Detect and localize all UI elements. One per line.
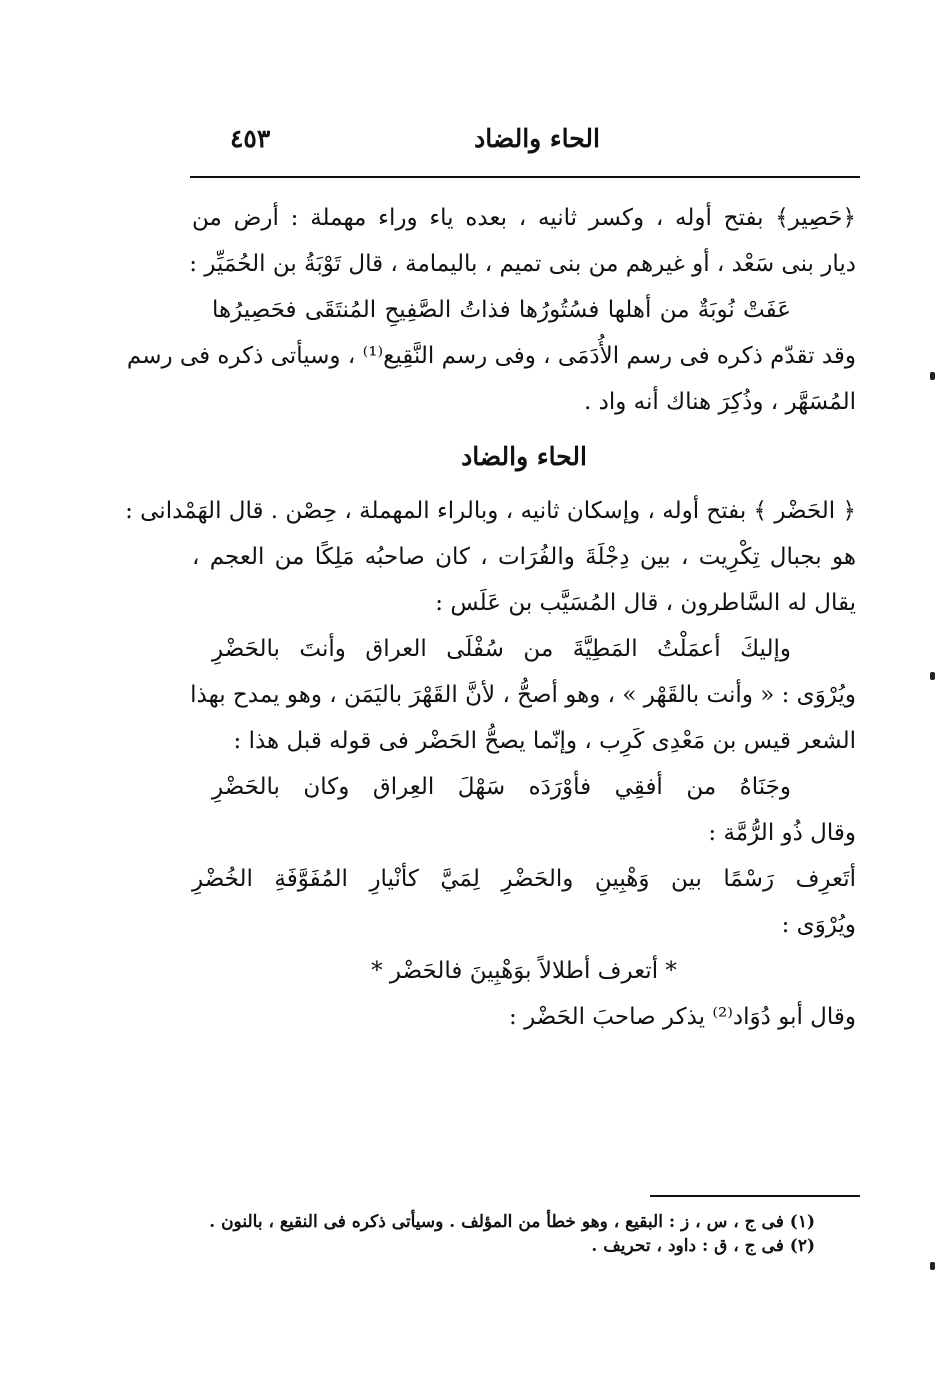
section-title: الحاء والضاد — [461, 442, 587, 471]
page-number: ٤٥٣ — [230, 124, 271, 153]
running-header — [190, 122, 860, 166]
entry-hasir-line: وقد تقدّم ذكره فى رسم الأُدَمَى ، وفى رسم النَّقِيع⁽¹⁾ ، وسيأتى ذكره فى رسم — [126, 343, 856, 369]
scan-mark — [930, 672, 935, 680]
footnote-2: (٢) فى ج ، ق : داود ، تحريف . — [591, 1236, 815, 1256]
entry-hadr-line: يقال له السَّاطرون ، قال المُسَيَّب بن عَلَس : — [435, 590, 856, 616]
entry-hadr-line: الشعر قيس بن مَعْدِى كَرِب ، وإنّما يصحُّ الحَضْر فى قوله قبل هذا : — [233, 728, 856, 754]
entry-hadr-line: ﴿ الحَضْر ﴾ بفتح أوله ، وإسكان ثانيه ، وبالراء المهملة ، حِصْن . قال الهَمْدانى : — [125, 498, 856, 524]
verse-line: أتَعرِف رَسْمًا بين وَهْبِينِ والحَضْرِ لِمَيَّ كأنْيارِ المُفَوَّفَةِ الخُضْرِ — [192, 866, 856, 892]
footnote-rule — [650, 1195, 860, 1197]
main-text — [125, 200, 856, 1045]
verse-line: * أتعرف أطلالاً بوَهْبِينَ فالحَضْر * — [371, 958, 677, 984]
verse-line: وجَنَاهُ من أفقِي فأوْرَدَه سَهْلَ العِراق وكان بالحَضْرِ — [212, 774, 791, 800]
entry-hadr-line: وقال ذُو الرُّمَّة : — [708, 820, 856, 846]
entry-hasir-line: ديار بنى سَعْد ، أو غيرهم من بنى تميم ، باليمامة ، قال تَوْبَةُ بن الحُمَيِّر : — [189, 251, 856, 277]
header-title: الحاء والضاد — [474, 124, 600, 153]
entry-hasir-line: المُسَهَّر ، وذُكِرَ هناك أنه واد . — [584, 389, 856, 415]
entry-hadr-line: وقال أبو دُوَاد⁽²⁾ يذكر صاحبَ الحَضْر : — [509, 1004, 856, 1030]
footnote-1: (١) فى ج ، س ، ز : البقيع ، وهو خطأ من المؤلف . وسيأتى ذكره فى النقيع ، بالنون . — [209, 1212, 815, 1232]
verse-line: وإليكَ أعمَلْتُ المَطِيَّةَ من سُفْلَى العراق وأنتَ بالحَضْرِ — [212, 636, 791, 662]
verse-line: عَفَتْ نُوبَةٌ من أهلها فسُتُورُها فذاتُ الصَّفِيحِ المُنتَقَى فحَصِيرُها — [212, 297, 791, 323]
entry-hadr-line: هو بجبال تِكْرِيت ، بين دِجْلَةَ والفُرَات ، كان صاحبُه مَلِكًا من العجم ، — [192, 544, 856, 570]
footnotes — [205, 1210, 815, 1258]
entry-hadr-line: ويُرْوَى : « وأنت بالقَهْر » ، وهو أصحُّ ، لأنَّ القَهْرَ باليَمَن ، وهو يمدح بهذا — [190, 682, 856, 708]
scan-mark — [930, 1262, 935, 1270]
scan-mark — [930, 372, 935, 380]
entry-hadr-line: ويُرْوَى : — [781, 912, 856, 938]
entry-hasir-line: ﴿حَصِير﴾ بفتح أوله ، وكسر ثانيه ، بعده ياء وراء مهملة : أرض من — [192, 205, 856, 231]
header-rule — [190, 176, 860, 178]
